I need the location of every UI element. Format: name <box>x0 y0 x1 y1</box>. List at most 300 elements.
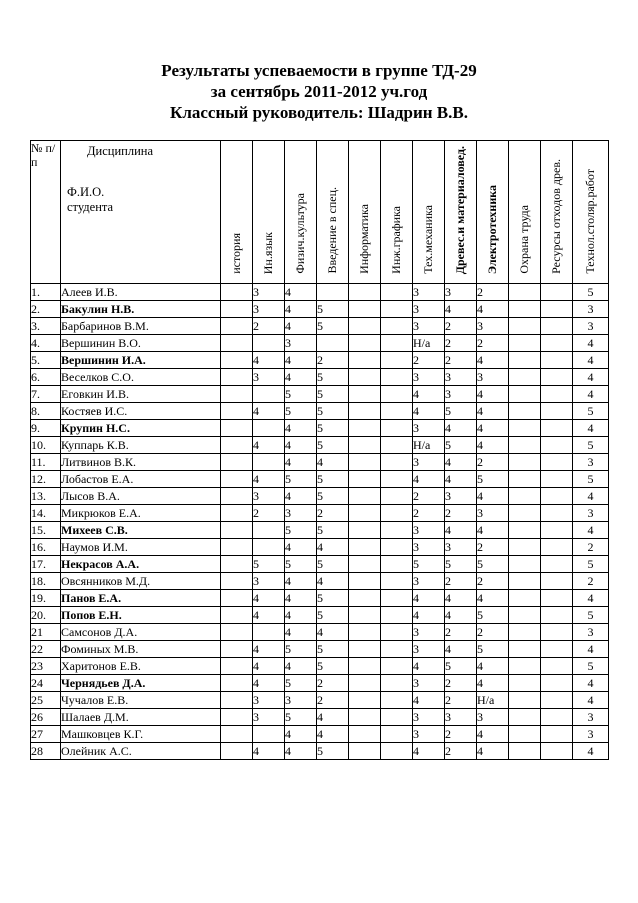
grade-cell <box>541 454 573 471</box>
header-subject-label: Инж.графика <box>389 206 403 274</box>
grade-cell: 3 <box>413 539 445 556</box>
title-line-1: Результаты успеваемости в группе ТД-29 <box>161 61 477 80</box>
grade-cell <box>509 420 541 437</box>
grade-cell <box>381 352 413 369</box>
grade-cell <box>221 284 253 301</box>
grade-cell: 2 <box>445 318 477 335</box>
grade-cell <box>381 607 413 624</box>
grade-cell: 4 <box>477 726 509 743</box>
grade-cell: 5 <box>573 607 609 624</box>
grade-cell: 3 <box>477 369 509 386</box>
grade-cell: 4 <box>413 403 445 420</box>
grade-cell <box>509 386 541 403</box>
grade-cell: 4 <box>573 335 609 352</box>
student-name: Наумов И.М. <box>61 539 221 556</box>
table-row <box>31 522 609 539</box>
header-num: № п/п <box>31 141 61 284</box>
row-number: 17. <box>31 556 61 573</box>
grade-cell <box>509 335 541 352</box>
grade-cell <box>381 624 413 641</box>
grade-cell <box>349 522 381 539</box>
grade-cell: 2 <box>445 352 477 369</box>
grade-cell: 5 <box>317 369 349 386</box>
grade-cell: 2 <box>253 505 285 522</box>
table-row <box>31 335 609 352</box>
grade-cell: 3 <box>253 284 285 301</box>
grade-cell: 4 <box>285 488 317 505</box>
header-subject <box>285 141 317 284</box>
student-name: Литвинов В.К. <box>61 454 221 471</box>
grade-cell: 5 <box>317 318 349 335</box>
grade-cell <box>509 522 541 539</box>
header-subject <box>509 141 541 284</box>
grade-cell <box>509 675 541 692</box>
grade-cell: 4 <box>477 675 509 692</box>
grade-cell <box>349 556 381 573</box>
grade-cell: 4 <box>477 403 509 420</box>
grade-cell <box>381 318 413 335</box>
row-number: 8. <box>31 403 61 420</box>
grade-cell: 4 <box>573 743 609 760</box>
grade-cell: 4 <box>285 658 317 675</box>
grade-cell: 3 <box>445 369 477 386</box>
grade-cell <box>381 369 413 386</box>
grade-cell <box>381 488 413 505</box>
grade-cell: 2 <box>413 488 445 505</box>
table-body <box>31 284 609 760</box>
grade-cell <box>381 505 413 522</box>
grade-cell: 4 <box>573 488 609 505</box>
row-number: 14. <box>31 505 61 522</box>
grade-cell: 2 <box>445 675 477 692</box>
student-name: Машковцев К.Г. <box>61 726 221 743</box>
grade-cell <box>509 352 541 369</box>
grade-cell <box>381 658 413 675</box>
grade-cell: 2 <box>573 573 609 590</box>
grade-cell: 4 <box>413 590 445 607</box>
grade-cell: 4 <box>573 692 609 709</box>
header-subject <box>541 141 573 284</box>
grade-cell <box>541 607 573 624</box>
grade-cell: 5 <box>317 658 349 675</box>
grade-cell: Н/а <box>413 437 445 454</box>
student-name: Вершинин И.А. <box>61 352 221 369</box>
grade-cell: 4 <box>445 607 477 624</box>
grade-cell: 4 <box>285 726 317 743</box>
grade-cell: 3 <box>413 301 445 318</box>
row-number: 2. <box>31 301 61 318</box>
grade-cell <box>349 726 381 743</box>
grade-cell: 4 <box>285 607 317 624</box>
grade-cell: 2 <box>477 539 509 556</box>
header-subject <box>445 141 477 284</box>
grade-cell <box>509 709 541 726</box>
grade-cell: 4 <box>285 590 317 607</box>
grade-cell <box>221 726 253 743</box>
student-name: Некрасов А.А. <box>61 556 221 573</box>
header-subject-label: Введение в спец. <box>325 187 339 274</box>
header-subject <box>349 141 381 284</box>
table-row <box>31 386 609 403</box>
grade-cell: 2 <box>317 675 349 692</box>
grade-cell: 5 <box>285 403 317 420</box>
grade-cell <box>381 284 413 301</box>
grade-cell: 5 <box>477 556 509 573</box>
student-name: Барбаринов В.М. <box>61 318 221 335</box>
grade-cell <box>541 471 573 488</box>
grade-cell <box>381 743 413 760</box>
grade-cell <box>253 726 285 743</box>
grade-cell: 2 <box>445 726 477 743</box>
grade-cell <box>221 318 253 335</box>
grade-cell <box>381 522 413 539</box>
grade-cell: 2 <box>477 335 509 352</box>
grade-cell: 3 <box>413 641 445 658</box>
grade-cell <box>509 505 541 522</box>
grade-cell <box>349 318 381 335</box>
grade-cell <box>253 539 285 556</box>
grade-cell: 4 <box>285 539 317 556</box>
grade-cell: 5 <box>317 420 349 437</box>
grade-cell <box>253 624 285 641</box>
grade-cell <box>381 471 413 488</box>
grade-cell <box>221 743 253 760</box>
grade-cell <box>221 590 253 607</box>
grade-cell <box>317 335 349 352</box>
grade-cell <box>541 556 573 573</box>
grade-cell: 5 <box>573 556 609 573</box>
grade-cell: 2 <box>413 352 445 369</box>
grade-cell: 4 <box>445 454 477 471</box>
table-row <box>31 488 609 505</box>
grade-cell <box>349 437 381 454</box>
grade-cell <box>509 454 541 471</box>
grade-cell: 5 <box>285 675 317 692</box>
student-name: Харитонов Е.В. <box>61 658 221 675</box>
grade-cell <box>221 641 253 658</box>
header-discipline: Дисциплина <box>87 144 153 158</box>
grade-cell <box>221 709 253 726</box>
grade-cell <box>381 335 413 352</box>
grade-cell: 5 <box>317 301 349 318</box>
grade-cell: 4 <box>573 675 609 692</box>
student-name: Самсонов Д.А. <box>61 624 221 641</box>
grade-cell <box>509 284 541 301</box>
grade-cell <box>349 658 381 675</box>
grade-cell: 4 <box>285 301 317 318</box>
grade-cell: 4 <box>477 743 509 760</box>
student-name: Микрюков Е.А. <box>61 505 221 522</box>
grade-cell: 4 <box>413 471 445 488</box>
grade-cell <box>541 726 573 743</box>
student-name: Фоминых М.В. <box>61 641 221 658</box>
grade-cell: 3 <box>445 539 477 556</box>
grade-cell <box>349 505 381 522</box>
grade-cell <box>221 301 253 318</box>
grade-cell <box>509 403 541 420</box>
grade-cell <box>381 556 413 573</box>
grade-cell: 4 <box>253 471 285 488</box>
grade-cell: 4 <box>477 590 509 607</box>
header-subject <box>221 141 253 284</box>
row-number: 24 <box>31 675 61 692</box>
grade-cell: 5 <box>477 641 509 658</box>
grade-cell: 4 <box>445 641 477 658</box>
table-row <box>31 352 609 369</box>
header-subject-label: история <box>229 233 243 274</box>
grade-cell <box>221 692 253 709</box>
grade-cell <box>381 692 413 709</box>
grade-cell <box>541 641 573 658</box>
grade-cell: 4 <box>477 301 509 318</box>
grade-cell <box>509 437 541 454</box>
grade-cell: 3 <box>573 505 609 522</box>
grade-cell <box>381 590 413 607</box>
grade-cell <box>509 726 541 743</box>
grade-cell: 2 <box>573 539 609 556</box>
grade-cell <box>349 624 381 641</box>
header-name <box>61 141 221 284</box>
grade-cell: 3 <box>445 386 477 403</box>
grade-cell: 3 <box>573 624 609 641</box>
header-subject <box>477 141 509 284</box>
grade-cell: 2 <box>445 692 477 709</box>
table-row <box>31 301 609 318</box>
row-number: 4. <box>31 335 61 352</box>
grade-cell: 5 <box>285 641 317 658</box>
grade-cell <box>381 301 413 318</box>
grade-cell: 3 <box>413 675 445 692</box>
grade-cell: 3 <box>253 369 285 386</box>
grade-cell: 4 <box>413 692 445 709</box>
grade-cell: 3 <box>413 522 445 539</box>
grade-cell: 3 <box>285 505 317 522</box>
grade-cell: Н/а <box>413 335 445 352</box>
grade-cell <box>381 454 413 471</box>
grade-cell <box>381 573 413 590</box>
table-row <box>31 318 609 335</box>
grade-cell <box>317 284 349 301</box>
grade-cell <box>509 658 541 675</box>
grade-cell: 4 <box>317 573 349 590</box>
grade-cell <box>381 709 413 726</box>
header-fio <box>67 185 113 215</box>
grade-cell: 4 <box>253 743 285 760</box>
grade-cell: 4 <box>285 369 317 386</box>
row-number: 21 <box>31 624 61 641</box>
grade-cell: 2 <box>477 624 509 641</box>
grade-cell <box>349 641 381 658</box>
grade-cell: 4 <box>413 658 445 675</box>
grade-cell: 3 <box>573 726 609 743</box>
header-subject-label: Древес.и материаловед. <box>453 145 467 274</box>
grade-cell <box>509 641 541 658</box>
row-number: 28 <box>31 743 61 760</box>
student-name: Вершинин В.О. <box>61 335 221 352</box>
grade-cell: 2 <box>477 573 509 590</box>
row-number: 3. <box>31 318 61 335</box>
grade-cell: 5 <box>445 658 477 675</box>
row-number: 5. <box>31 352 61 369</box>
grade-cell: 4 <box>477 522 509 539</box>
grade-cell: 5 <box>285 556 317 573</box>
row-number: 26 <box>31 709 61 726</box>
grade-cell <box>221 335 253 352</box>
title-line-3: Классный руководитель: Шадрин В.В. <box>170 103 468 122</box>
student-name: Попов Е.Н. <box>61 607 221 624</box>
student-name: Овсянников М.Д. <box>61 573 221 590</box>
table-row <box>31 607 609 624</box>
grade-cell: 2 <box>253 318 285 335</box>
grade-cell: 3 <box>445 284 477 301</box>
grade-cell: 3 <box>285 692 317 709</box>
row-number: 19. <box>31 590 61 607</box>
grade-cell <box>221 539 253 556</box>
grade-cell <box>509 624 541 641</box>
grade-cell <box>541 403 573 420</box>
table-row <box>31 505 609 522</box>
grade-cell: 5 <box>285 386 317 403</box>
grade-cell: 4 <box>573 590 609 607</box>
grade-cell: 4 <box>253 607 285 624</box>
student-name: Чучалов Е.В. <box>61 692 221 709</box>
grade-cell: 3 <box>477 318 509 335</box>
grade-cell: 2 <box>445 573 477 590</box>
header-fio-line2: студента <box>67 200 114 214</box>
grade-cell: 3 <box>253 709 285 726</box>
grade-cell <box>541 590 573 607</box>
grade-cell <box>541 386 573 403</box>
grade-cell <box>541 658 573 675</box>
row-number: 10. <box>31 437 61 454</box>
grade-cell <box>221 403 253 420</box>
table-row <box>31 573 609 590</box>
grade-cell: 2 <box>317 692 349 709</box>
table-row <box>31 726 609 743</box>
table-row <box>31 284 609 301</box>
grade-cell: 4 <box>285 743 317 760</box>
grade-cell: 4 <box>413 386 445 403</box>
grade-cell: 3 <box>413 454 445 471</box>
student-name: Михеев С.В. <box>61 522 221 539</box>
grade-cell: 5 <box>445 437 477 454</box>
row-number: 20. <box>31 607 61 624</box>
grade-cell <box>349 335 381 352</box>
header-subject-label: Тех.механика <box>421 205 435 274</box>
grade-cell: 4 <box>573 641 609 658</box>
student-name: Шалаев Д.М. <box>61 709 221 726</box>
grade-cell: 5 <box>317 556 349 573</box>
grade-cell: 3 <box>253 573 285 590</box>
grade-cell: 3 <box>413 573 445 590</box>
grade-cell: 2 <box>317 352 349 369</box>
table-row <box>31 590 609 607</box>
grade-cell <box>541 505 573 522</box>
grade-cell <box>221 658 253 675</box>
grade-cell <box>221 556 253 573</box>
grade-cell: 4 <box>445 420 477 437</box>
grade-cell: 2 <box>477 284 509 301</box>
grade-cell <box>381 726 413 743</box>
header-subject-label: Физич.культура <box>293 193 307 274</box>
grade-cell: 4 <box>445 522 477 539</box>
grade-cell: 4 <box>477 420 509 437</box>
grade-cell <box>221 488 253 505</box>
grade-cell: 2 <box>445 743 477 760</box>
grade-cell <box>509 539 541 556</box>
grade-cell <box>221 386 253 403</box>
grade-cell: 4 <box>413 607 445 624</box>
grades-table <box>30 140 609 760</box>
grade-cell: 5 <box>285 709 317 726</box>
grade-cell <box>541 692 573 709</box>
grade-cell: 3 <box>285 335 317 352</box>
grade-cell <box>349 488 381 505</box>
grade-cell: 5 <box>317 471 349 488</box>
grade-cell <box>541 318 573 335</box>
grade-cell: 4 <box>253 658 285 675</box>
student-name: Панов Е.А. <box>61 590 221 607</box>
table-row <box>31 624 609 641</box>
grade-cell: 4 <box>317 726 349 743</box>
grade-cell <box>509 301 541 318</box>
header-subject-label: Электротехника <box>485 184 499 274</box>
grade-cell: 4 <box>253 403 285 420</box>
grade-cell <box>221 522 253 539</box>
grade-cell: 5 <box>445 556 477 573</box>
grade-cell: 5 <box>285 471 317 488</box>
row-number: 12. <box>31 471 61 488</box>
grade-cell: 3 <box>413 624 445 641</box>
grade-cell: 5 <box>573 403 609 420</box>
grade-cell <box>221 675 253 692</box>
row-number: 16. <box>31 539 61 556</box>
row-number: 7. <box>31 386 61 403</box>
grade-cell: 4 <box>445 301 477 318</box>
grade-cell: 4 <box>253 352 285 369</box>
grade-cell: 4 <box>285 624 317 641</box>
grade-cell: 3 <box>573 454 609 471</box>
grade-cell: 5 <box>317 403 349 420</box>
grade-cell: 5 <box>317 488 349 505</box>
grade-cell: 4 <box>285 420 317 437</box>
grade-cell <box>509 369 541 386</box>
table-row <box>31 641 609 658</box>
table-row <box>31 743 609 760</box>
header-subject <box>573 141 609 284</box>
grade-cell <box>349 471 381 488</box>
grade-cell: 4 <box>285 437 317 454</box>
grade-cell <box>349 709 381 726</box>
table-row <box>31 420 609 437</box>
grade-cell: 3 <box>573 318 609 335</box>
grade-cell <box>221 369 253 386</box>
grade-cell: 5 <box>477 471 509 488</box>
grade-cell <box>253 386 285 403</box>
grade-cell: 5 <box>317 437 349 454</box>
grade-cell: 3 <box>413 284 445 301</box>
grade-cell <box>541 284 573 301</box>
grade-cell <box>221 573 253 590</box>
row-number: 6. <box>31 369 61 386</box>
grade-cell: 3 <box>573 301 609 318</box>
grade-cell <box>349 369 381 386</box>
grade-cell: 4 <box>285 284 317 301</box>
grade-cell: 3 <box>413 369 445 386</box>
table-row <box>31 709 609 726</box>
table-row <box>31 454 609 471</box>
grade-cell: 3 <box>477 709 509 726</box>
